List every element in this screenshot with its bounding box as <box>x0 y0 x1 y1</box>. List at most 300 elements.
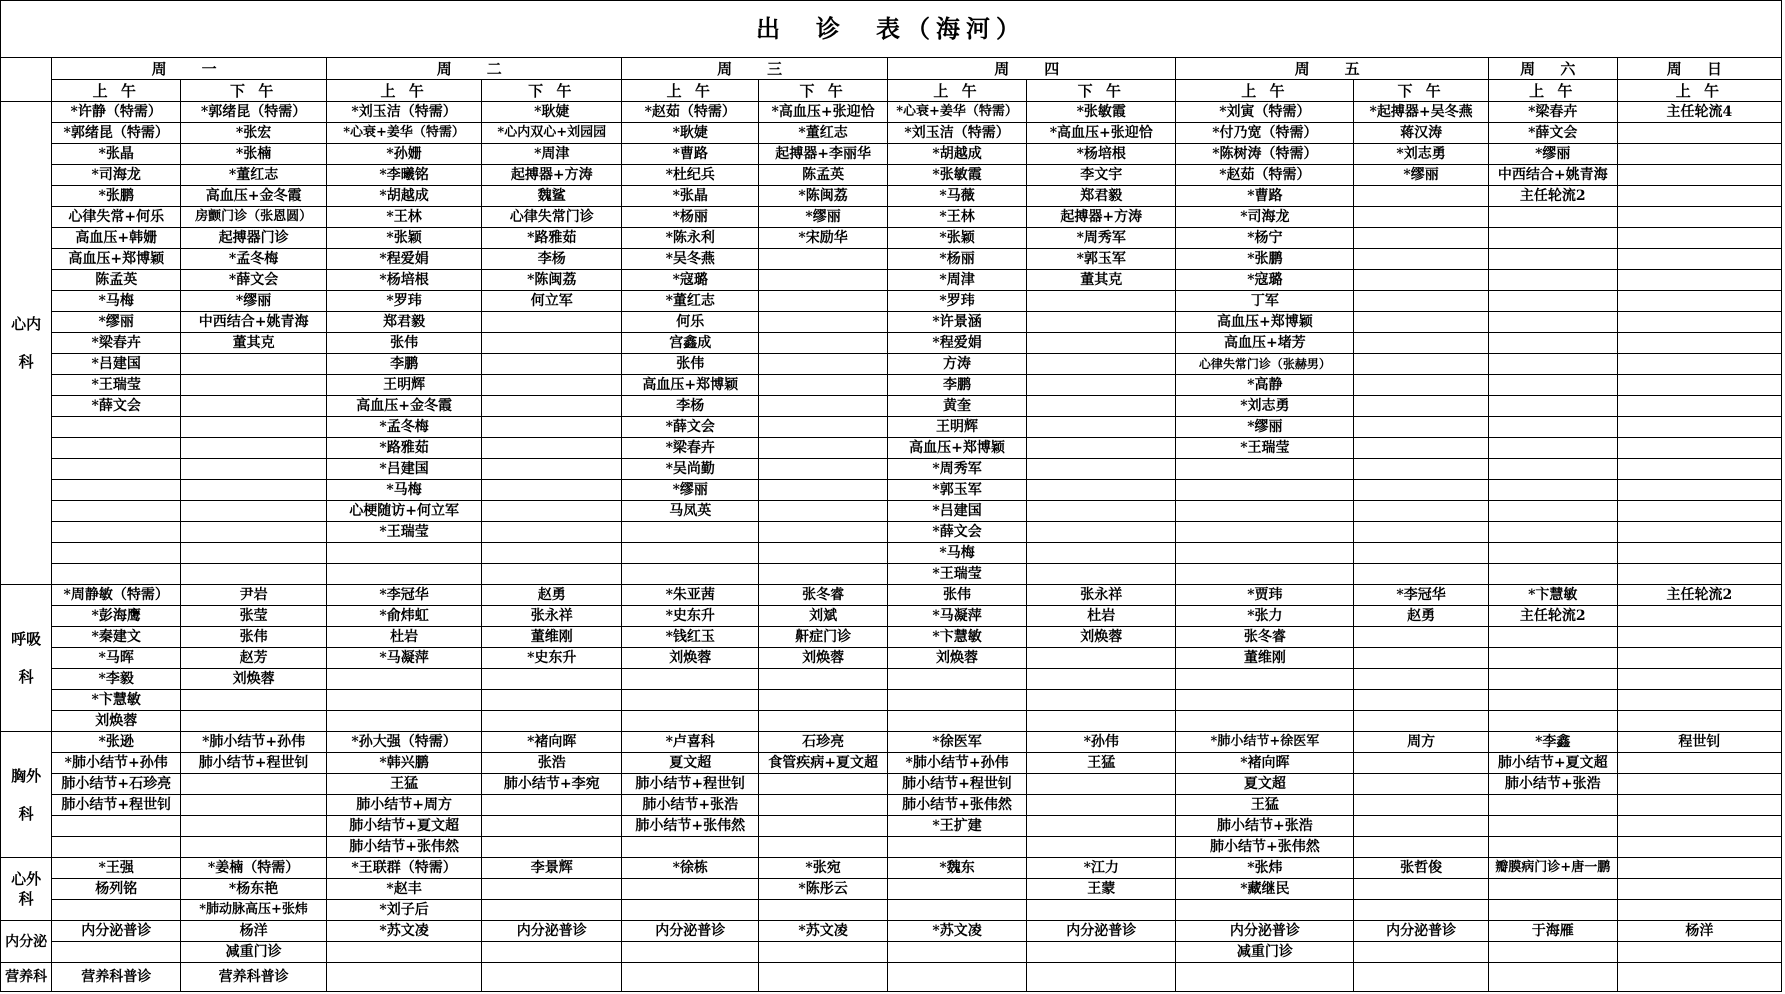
schedule-cell: 王明辉 <box>327 375 482 396</box>
schedule-cell <box>1617 774 1781 795</box>
schedule-cell <box>1354 774 1489 795</box>
schedule-cell <box>1354 207 1489 228</box>
schedule-cell: *王瑞莹 <box>52 375 181 396</box>
schedule-cell <box>482 711 622 732</box>
schedule-cell <box>482 564 622 585</box>
schedule-cell: *曹路 <box>1176 186 1354 207</box>
schedule-cell <box>52 900 181 921</box>
schedule-cell <box>181 543 327 564</box>
schedule-cell <box>1176 690 1354 711</box>
schedule-cell <box>1354 669 1489 690</box>
schedule-cell: *王扩建 <box>888 816 1027 837</box>
schedule-cell: 尹岩 <box>181 585 327 606</box>
schedule-cell: *苏文凌 <box>888 921 1027 942</box>
schedule-cell <box>622 711 759 732</box>
schedule-cell: 高血压+郑博颖 <box>888 438 1027 459</box>
schedule-cell <box>1027 774 1176 795</box>
schedule-cell <box>1354 627 1489 648</box>
table-row <box>1 375 1782 396</box>
schedule-cell: *杨宁 <box>1176 228 1354 249</box>
schedule-cell: 李文宇 <box>1027 165 1176 186</box>
schedule-cell <box>1354 501 1489 522</box>
schedule-cell: *杨丽 <box>888 249 1027 270</box>
schedule-cell <box>1176 900 1354 921</box>
schedule-cell: *杨培根 <box>327 270 482 291</box>
table-row <box>1 732 1782 753</box>
day-header: 周 五 <box>1176 58 1488 80</box>
schedule-cell: 刘焕蓉 <box>52 711 181 732</box>
schedule-cell: *吴尚勤 <box>622 459 759 480</box>
schedule-cell: *陈永利 <box>622 228 759 249</box>
schedule-cell: *周秀军 <box>888 459 1027 480</box>
schedule-cell: 董其克 <box>1027 270 1176 291</box>
schedule-cell <box>759 354 888 375</box>
schedule-cell: *肺小结节+孙伟 <box>52 753 181 774</box>
schedule-cell: 杨列铭 <box>52 879 181 900</box>
schedule-cell: 起搏器+方涛 <box>482 165 622 186</box>
schedule-cell: *朱亚茜 <box>622 585 759 606</box>
schedule-cell <box>1027 396 1176 417</box>
half-day-header-row <box>1 80 1782 102</box>
schedule-cell: *陈闽荔 <box>482 270 622 291</box>
schedule-cell: *罗玮 <box>888 291 1027 312</box>
schedule-cell <box>482 438 622 459</box>
schedule-cell <box>181 396 327 417</box>
schedule-cell: *刘玉洁（特需） <box>327 102 482 123</box>
schedule-cell: *缪丽 <box>52 312 181 333</box>
schedule-cell: 郑君毅 <box>327 312 482 333</box>
schedule-cell: *陈彤云 <box>759 879 888 900</box>
schedule-cell: *董红志 <box>759 123 888 144</box>
schedule-cell <box>1027 711 1176 732</box>
schedule-cell: *肺小结节+孙伟 <box>888 753 1027 774</box>
table-row <box>1 228 1782 249</box>
schedule-cell: 肺小结节+张浩 <box>1488 774 1617 795</box>
schedule-cell: *周津 <box>888 270 1027 291</box>
schedule-cell: *藏继民 <box>1176 879 1354 900</box>
table-row <box>1 291 1782 312</box>
schedule-cell: 夏文超 <box>622 753 759 774</box>
schedule-cell: 肺小结节+张伟然 <box>622 816 759 837</box>
schedule-cell <box>1027 459 1176 480</box>
schedule-cell: *董红志 <box>181 165 327 186</box>
table-row <box>1 648 1782 669</box>
schedule-cell <box>1488 690 1617 711</box>
schedule-cell: 肺小结节+李宛 <box>482 774 622 795</box>
schedule-cell <box>482 459 622 480</box>
department-label: 胸外科 <box>1 732 52 858</box>
schedule-cell: *彭海鹰 <box>52 606 181 627</box>
schedule-cell: 食管疾病+夏文超 <box>759 753 888 774</box>
schedule-cell: 中西结合+姚青海 <box>1488 165 1617 186</box>
schedule-cell <box>1617 312 1781 333</box>
schedule-cell <box>181 501 327 522</box>
schedule-cell: *杨培根 <box>1027 144 1176 165</box>
schedule-cell: *孙伟 <box>1027 732 1176 753</box>
schedule-cell <box>622 522 759 543</box>
schedule-cell <box>1354 942 1489 963</box>
schedule-cell <box>1176 543 1354 564</box>
schedule-cell: *张晶 <box>622 186 759 207</box>
schedule-cell <box>482 417 622 438</box>
schedule-cell: 李景辉 <box>482 858 622 879</box>
schedule-cell: *司海龙 <box>52 165 181 186</box>
schedule-cell <box>1617 333 1781 354</box>
schedule-cell: *心衰+姜华（特需） <box>327 123 482 144</box>
schedule-cell: *贾玮 <box>1176 585 1354 606</box>
table-row <box>1 585 1782 606</box>
schedule-cell: *路雅茹 <box>327 438 482 459</box>
schedule-cell <box>1488 396 1617 417</box>
schedule-cell: 刘焕蓉 <box>1027 627 1176 648</box>
schedule-cell <box>181 837 327 858</box>
schedule-cell <box>888 837 1027 858</box>
table-row <box>1 144 1782 165</box>
schedule-cell: *张敏霞 <box>1027 102 1176 123</box>
schedule-cell: *程爱娟 <box>327 249 482 270</box>
schedule-cell: 高血压+金冬霞 <box>327 396 482 417</box>
schedule-cell: 张冬睿 <box>1176 627 1354 648</box>
schedule-cell <box>327 942 482 963</box>
schedule-cell <box>482 501 622 522</box>
schedule-cell: 肺小结节+程世钊 <box>181 753 327 774</box>
schedule-cell: *王联群（特需） <box>327 858 482 879</box>
schedule-cell <box>181 690 327 711</box>
schedule-cell: 心律失常门诊 <box>482 207 622 228</box>
schedule-cell: *薛文会 <box>181 270 327 291</box>
schedule-cell: *苏文凌 <box>759 921 888 942</box>
schedule-cell <box>1617 417 1781 438</box>
schedule-cell <box>1617 480 1781 501</box>
table-row <box>1 606 1782 627</box>
schedule-cell <box>1354 543 1489 564</box>
schedule-cell <box>181 711 327 732</box>
schedule-cell <box>181 354 327 375</box>
schedule-cell: *缪丽 <box>181 291 327 312</box>
schedule-cell: *高静 <box>1176 375 1354 396</box>
schedule-cell: *许静（特需） <box>52 102 181 123</box>
schedule-cell: 张莹 <box>181 606 327 627</box>
schedule-cell <box>759 669 888 690</box>
day-header: 周 日 <box>1617 58 1781 80</box>
schedule-cell <box>1617 942 1781 963</box>
schedule-cell: *张宏 <box>181 123 327 144</box>
schedule-cell: *张颖 <box>888 228 1027 249</box>
schedule-cell: 张伟 <box>888 585 1027 606</box>
schedule-cell <box>622 900 759 921</box>
schedule-cell: *卞慧敏 <box>888 627 1027 648</box>
table-row <box>1 459 1782 480</box>
schedule-cell <box>759 690 888 711</box>
schedule-cell <box>1176 564 1354 585</box>
schedule-cell <box>181 522 327 543</box>
schedule-cell: 刘焕蓉 <box>622 648 759 669</box>
schedule-cell: *胡越成 <box>888 144 1027 165</box>
page-title: 出 诊 表（海河） <box>1 1 1782 58</box>
schedule-cell: *李鑫 <box>1488 732 1617 753</box>
schedule-cell: *马凝萍 <box>327 648 482 669</box>
schedule-cell <box>1617 438 1781 459</box>
schedule-cell <box>1617 648 1781 669</box>
schedule-cell: 陈孟英 <box>759 165 888 186</box>
table-row <box>1 396 1782 417</box>
schedule-cell: *褚向晖 <box>482 732 622 753</box>
table-row <box>1 711 1782 732</box>
schedule-cell: *缪丽 <box>1488 144 1617 165</box>
day-header-row <box>1 58 1782 80</box>
schedule-cell: *史东升 <box>482 648 622 669</box>
schedule-cell: *赵茹（特需） <box>622 102 759 123</box>
schedule-cell <box>1488 333 1617 354</box>
schedule-cell: *吕建国 <box>52 354 181 375</box>
schedule-cell: *曹路 <box>622 144 759 165</box>
schedule-cell <box>1354 333 1489 354</box>
table-row <box>1 564 1782 585</box>
schedule-cell <box>1617 837 1781 858</box>
schedule-cell <box>888 669 1027 690</box>
schedule-cell: *马凝萍 <box>888 606 1027 627</box>
schedule-cell <box>1354 375 1489 396</box>
schedule-cell <box>1354 522 1489 543</box>
schedule-cell <box>52 816 181 837</box>
schedule-cell <box>1176 501 1354 522</box>
half-day-header: 上 午 <box>1488 80 1617 102</box>
schedule-cell <box>1617 711 1781 732</box>
schedule-cell <box>1027 333 1176 354</box>
schedule-cell: *杨丽 <box>622 207 759 228</box>
schedule-cell: 内分泌普诊 <box>1027 921 1176 942</box>
schedule-cell <box>52 564 181 585</box>
schedule-cell: *刘寅（特需） <box>1176 102 1354 123</box>
schedule-cell <box>1354 879 1489 900</box>
schedule-cell <box>1488 228 1617 249</box>
schedule-cell <box>1488 942 1617 963</box>
schedule-cell: *郭玉军 <box>888 480 1027 501</box>
schedule-cell <box>1354 270 1489 291</box>
schedule-cell: *苏文凌 <box>327 921 482 942</box>
schedule-cell: *李曦铭 <box>327 165 482 186</box>
table-row <box>1 837 1782 858</box>
day-header: 周 一 <box>52 58 327 80</box>
schedule-cell <box>1617 627 1781 648</box>
schedule-cell: 张永祥 <box>482 606 622 627</box>
schedule-cell <box>1488 669 1617 690</box>
schedule-cell <box>181 459 327 480</box>
schedule-cell: *肺小结节+徐医军 <box>1176 732 1354 753</box>
schedule-cell <box>1176 480 1354 501</box>
schedule-cell: *钱红玉 <box>622 627 759 648</box>
schedule-cell <box>759 795 888 816</box>
schedule-cell <box>181 375 327 396</box>
schedule-cell: *程爱娟 <box>888 333 1027 354</box>
schedule-cell: *卞慧敏 <box>1488 585 1617 606</box>
schedule-cell: *寇璐 <box>1176 270 1354 291</box>
schedule-cell <box>759 249 888 270</box>
schedule-cell <box>181 816 327 837</box>
schedule-cell <box>759 501 888 522</box>
schedule-cell: *薛文会 <box>622 417 759 438</box>
schedule-cell: *陈树涛（特需） <box>1176 144 1354 165</box>
schedule-cell: *耿婕 <box>622 123 759 144</box>
schedule-cell: *路雅茹 <box>482 228 622 249</box>
schedule-cell <box>482 879 622 900</box>
schedule-cell: 黄奎 <box>888 396 1027 417</box>
schedule-cell: 高血压+郑博颖 <box>1176 312 1354 333</box>
schedule-cell <box>482 396 622 417</box>
schedule-cell: 高血压+韩姗 <box>52 228 181 249</box>
half-day-header: 下 午 <box>181 80 327 102</box>
schedule-cell: *张敏霞 <box>888 165 1027 186</box>
schedule-cell: 马凤英 <box>622 501 759 522</box>
schedule-cell: *马梅 <box>52 291 181 312</box>
schedule-cell <box>1027 942 1176 963</box>
schedule-cell <box>1354 564 1489 585</box>
schedule-cell <box>759 480 888 501</box>
schedule-cell <box>1488 417 1617 438</box>
schedule-cell <box>1617 270 1781 291</box>
schedule-cell <box>327 543 482 564</box>
schedule-cell <box>482 837 622 858</box>
schedule-cell <box>759 312 888 333</box>
schedule-cell: 内分泌普诊 <box>482 921 622 942</box>
schedule-cell: *徐栋 <box>622 858 759 879</box>
schedule-cell <box>327 669 482 690</box>
schedule-cell <box>1027 417 1176 438</box>
schedule-cell: *马晖 <box>52 648 181 669</box>
schedule-cell: *高血压+张迎恰 <box>759 102 888 123</box>
schedule-cell <box>759 837 888 858</box>
schedule-cell: *刘玉洁（特需） <box>888 123 1027 144</box>
schedule-cell <box>1488 627 1617 648</box>
schedule-cell <box>1488 648 1617 669</box>
schedule-cell <box>1617 123 1781 144</box>
half-day-header: 下 午 <box>1354 80 1489 102</box>
schedule-cell: *孟冬梅 <box>327 417 482 438</box>
schedule-cell: 赵勇 <box>482 585 622 606</box>
schedule-cell <box>1354 354 1489 375</box>
schedule-cell <box>482 690 622 711</box>
schedule-cell <box>482 354 622 375</box>
schedule-cell <box>1617 291 1781 312</box>
schedule-cell <box>1027 291 1176 312</box>
schedule-cell <box>181 795 327 816</box>
schedule-cell: 李杨 <box>622 396 759 417</box>
schedule-cell <box>1176 711 1354 732</box>
table-row <box>1 963 1782 992</box>
half-day-header: 下 午 <box>759 80 888 102</box>
table-row <box>1 417 1782 438</box>
schedule-cell: *赵丰 <box>327 879 482 900</box>
department-label: 心内科 <box>1 102 52 585</box>
table-row <box>1 102 1782 123</box>
table-row <box>1 942 1782 963</box>
schedule-cell: *司海龙 <box>1176 207 1354 228</box>
schedule-cell: *江力 <box>1027 858 1176 879</box>
schedule-cell <box>759 459 888 480</box>
table-row <box>1 249 1782 270</box>
schedule-cell <box>1488 879 1617 900</box>
table-row <box>1 312 1782 333</box>
schedule-cell: 李鹏 <box>888 375 1027 396</box>
table-row <box>1 501 1782 522</box>
schedule-cell <box>181 417 327 438</box>
schedule-cell <box>181 774 327 795</box>
schedule-cell <box>1354 186 1489 207</box>
schedule-cell <box>52 459 181 480</box>
schedule-cell: *马梅 <box>888 543 1027 564</box>
schedule-cell <box>1488 354 1617 375</box>
department-label: 内分泌 <box>1 921 52 963</box>
schedule-cell: *心内双心+刘园园 <box>482 123 622 144</box>
schedule-cell <box>1354 900 1489 921</box>
schedule-cell: *周静敏（特需） <box>52 585 181 606</box>
table-row <box>1 627 1782 648</box>
schedule-cell <box>1354 459 1489 480</box>
schedule-cell <box>1027 564 1176 585</box>
schedule-cell: *秦建文 <box>52 627 181 648</box>
schedule-cell: *心衰+姜华（特需） <box>888 102 1027 123</box>
table-row <box>1 333 1782 354</box>
schedule-cell: *吴冬燕 <box>622 249 759 270</box>
schedule-cell <box>1354 438 1489 459</box>
schedule-cell: *吕建国 <box>327 459 482 480</box>
schedule-cell <box>1488 501 1617 522</box>
table-row <box>1 438 1782 459</box>
schedule-cell: *卞慧敏 <box>52 690 181 711</box>
schedule-cell <box>1617 753 1781 774</box>
schedule-cell <box>888 690 1027 711</box>
schedule-cell <box>888 879 1027 900</box>
schedule-cell: 张伟 <box>327 333 482 354</box>
schedule-cell <box>759 396 888 417</box>
schedule-cell <box>759 291 888 312</box>
schedule-cell: *缪丽 <box>1176 417 1354 438</box>
schedule-cell: 赵芳 <box>181 648 327 669</box>
schedule-cell: *孙大强（特需） <box>327 732 482 753</box>
table-row <box>1 270 1782 291</box>
schedule-cell <box>482 480 622 501</box>
day-header: 周 三 <box>622 58 888 80</box>
schedule-cell: *马梅 <box>327 480 482 501</box>
table-row <box>1 543 1782 564</box>
schedule-cell: *郭绪昆（特需） <box>181 102 327 123</box>
schedule-cell <box>1488 312 1617 333</box>
schedule-cell <box>327 963 482 992</box>
department-label: 呼吸科 <box>1 585 52 732</box>
schedule-cell: *王瑞莹 <box>327 522 482 543</box>
schedule-cell <box>482 522 622 543</box>
schedule-cell: 肺小结节+张伟然 <box>1176 837 1354 858</box>
schedule-cell: 杨洋 <box>181 921 327 942</box>
schedule-cell <box>1027 543 1176 564</box>
schedule-cell: *刘志勇 <box>1176 396 1354 417</box>
half-day-header: 上 午 <box>1176 80 1354 102</box>
schedule-cell: *史东升 <box>622 606 759 627</box>
schedule-cell <box>759 522 888 543</box>
table-row <box>1 879 1782 900</box>
schedule-cell <box>759 774 888 795</box>
schedule-cell <box>1354 795 1489 816</box>
schedule-cell: 张冬睿 <box>759 585 888 606</box>
schedule-cell: *张鹏 <box>52 186 181 207</box>
schedule-cell: 内分泌普诊 <box>622 921 759 942</box>
schedule-cell: 周方 <box>1354 732 1489 753</box>
schedule-cell <box>1354 711 1489 732</box>
schedule-cell: *薛文会 <box>1488 123 1617 144</box>
schedule-cell: *俞炜虹 <box>327 606 482 627</box>
schedule-cell <box>759 333 888 354</box>
schedule-cell: 魏鲨 <box>482 186 622 207</box>
